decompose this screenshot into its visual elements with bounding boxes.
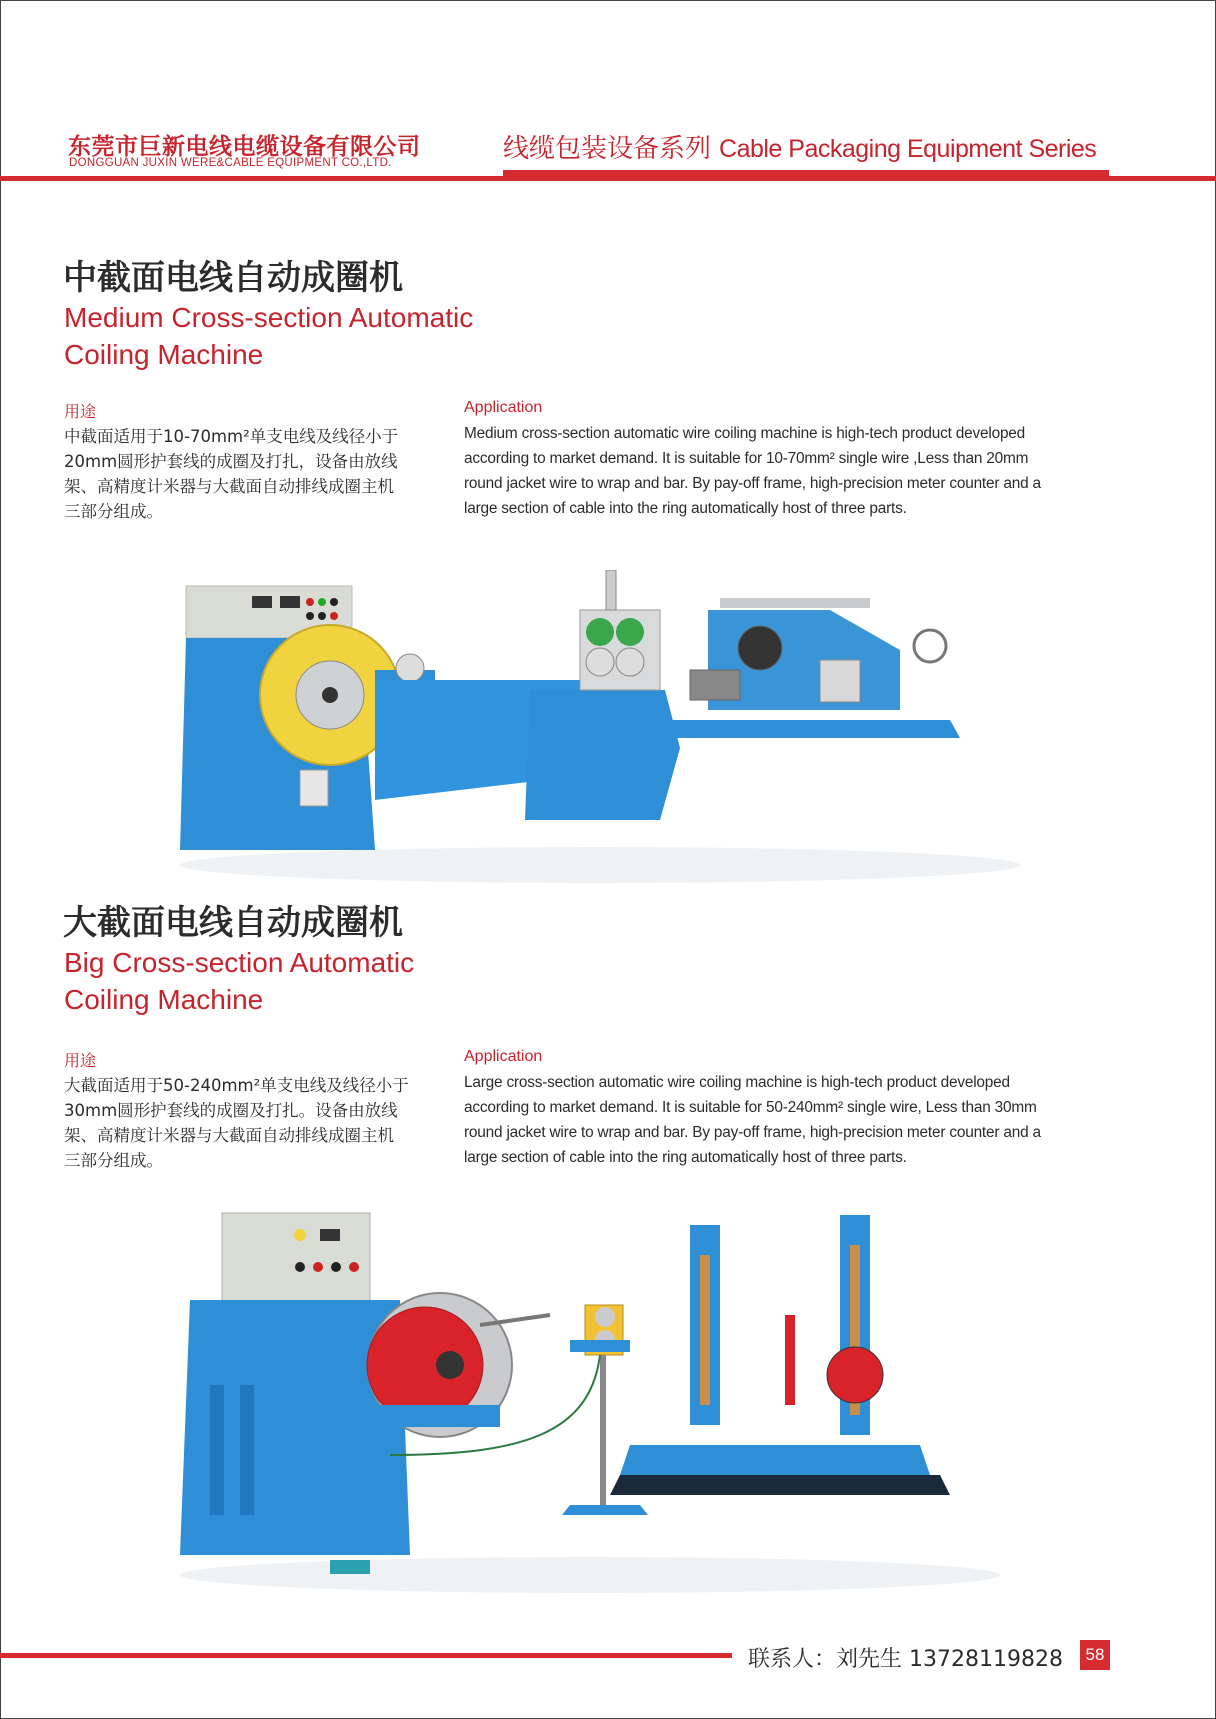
application-label: Application: [464, 1048, 543, 1065]
usage-text: 中截面适用于10-70mm²单支电线及线径小于20mm圆形护套线的成圈及打扎，设备由放线架、高精度计米器与大截面自动排线成圈主机三部分组成。: [64, 427, 399, 521]
page-number: 58: [1080, 1640, 1110, 1670]
contact-info: 联系人：刘先生 13728119828: [748, 1647, 1063, 1672]
footer-rule: [0, 1653, 732, 1658]
usage-label: 用途: [64, 1051, 97, 1070]
application-text: Large cross-section automatic wire coiling machine is high-tech product developed according to market demand. It is suitable for 50-240mm² single wire, Less than 30mm round jacket wire to wrap and bar. By pay-off frame, high-precision meter counter and a large section of cable into the ring automatically host of three parts.: [464, 1074, 1041, 1166]
product-title-en-line1: Big Cross-section Automatic: [64, 947, 415, 978]
series-title: [503, 128, 1096, 165]
company-name-cn: 东莞市巨新电线电缆设备有限公司: [68, 134, 421, 160]
application-text: Medium cross-section automatic wire coiling machine is high-tech product developed according to market demand. It is suitable for 10-70mm² single wire ,Less than 20mm round jacket wire to wrap and bar. By pay-off frame, high-precision meter counter and a large section of cable into the ring automatically host of three parts.: [464, 425, 1041, 517]
product-title-cn: 大截面电线自动成圈机: [63, 903, 403, 943]
usage-label: 用途: [64, 402, 97, 421]
product-title-en: [64, 299, 524, 373]
series-title-en: Cable Packaging Equipment Series: [719, 135, 1097, 163]
usage-text: 大截面适用于50-240mm²单支电线及线径小于30mm圆形护套线的成圈及打扎。设备由放线架、高精度计米器与大截面自动排线成圈主机三部分组成。: [64, 1076, 409, 1170]
big-coiling-machine-photo: [160, 1205, 1020, 1605]
product-title-en-line1: Medium Cross-section Automatic: [64, 302, 474, 333]
application-label: Application: [464, 399, 543, 416]
product-title-en-line2: Coiling Machine: [64, 339, 264, 370]
product-title-cn: 中截面电线自动成圈机: [63, 258, 403, 298]
header-rule-accent: [503, 170, 1109, 178]
company-name-en: DONGGUAN JUXIN WERE&CABLE EQUIPMENT CO.,LTD.: [69, 157, 392, 169]
series-title-cn: 线缆包装设备系列: [503, 134, 712, 164]
product-title-en: [64, 944, 524, 1018]
medium-coiling-machine-photo: [160, 570, 1040, 900]
product-title-en-line2: Coiling Machine: [64, 984, 264, 1015]
